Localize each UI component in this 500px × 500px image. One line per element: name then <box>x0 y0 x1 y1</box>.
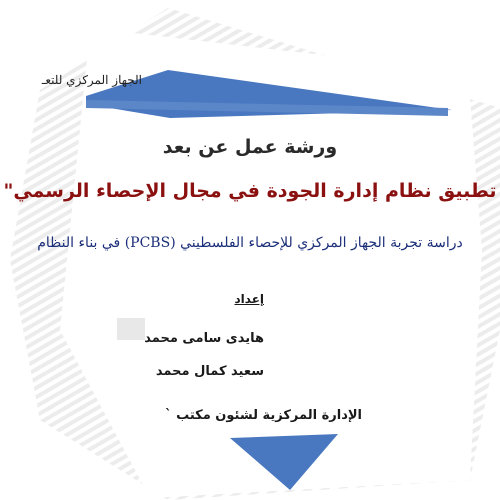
department-name: الإدارة المركزية لشئون مكتب ` <box>165 408 362 423</box>
workshop-title: ورشة عمل عن بعد <box>162 136 338 158</box>
header-organization-text: الجهاز المركزي للتعـ <box>41 73 142 87</box>
study-subtitle: دراسة تجربة الجهاز المركزي للإحصاء الفلسطيني (PCBS) في بناء النظام <box>37 235 463 251</box>
scan-artifact <box>117 318 145 340</box>
author-name-1: هايدى سامى محمد <box>144 331 264 346</box>
prepared-by-label: إعداد <box>234 292 264 306</box>
author-name-2: سعيد كمال محمد <box>155 364 264 379</box>
topic-title: تطبيق نظام إدارة الجودة في مجال الإحصاء الرسمي" <box>3 180 497 202</box>
